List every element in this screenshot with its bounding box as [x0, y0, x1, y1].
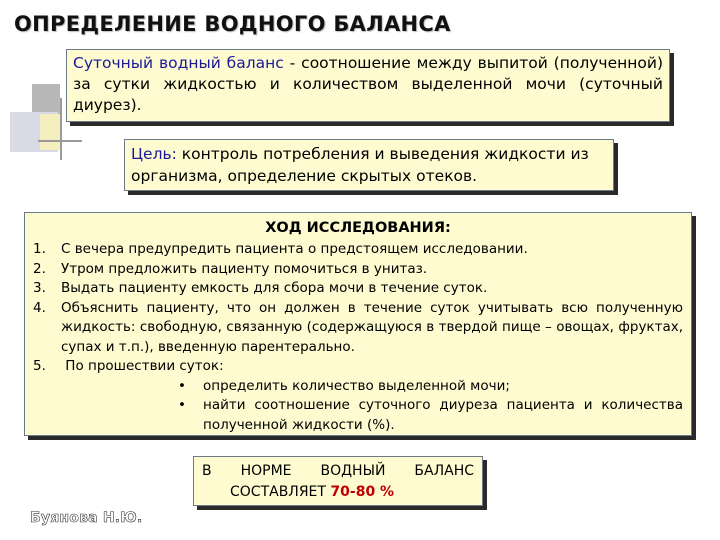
decor-line-vertical [60, 98, 62, 160]
list-item [33, 279, 683, 299]
page-title: ОПРЕДЕЛЕНИЕ ВОДНОГО БАЛАНСА [14, 12, 451, 36]
goal-term: Цель: [131, 145, 177, 163]
definition-term: Суточный водный баланс [73, 54, 284, 72]
step-number: 2. [33, 260, 46, 277]
step-text: По прошествии суток: [61, 358, 224, 374]
bullet-item [33, 396, 683, 435]
author-signature: Буянова Н.Ю. [30, 510, 143, 526]
norm-box [193, 456, 483, 506]
definition-text [73, 53, 663, 116]
step-number: 3. [33, 280, 46, 296]
norm-line-2 [202, 482, 474, 503]
list-item [33, 357, 683, 377]
goal-box [124, 139, 614, 191]
step-number: 4. [33, 299, 46, 316]
procedure-title: ХОД ИССЛЕДОВАНИЯ: [265, 220, 451, 236]
procedure-box [24, 212, 692, 436]
norm-word: ВОДНЫЙ [320, 463, 386, 479]
norm-prefix: СОСТАВЛЯЕТ [230, 484, 331, 500]
step-text: Объяснить пациенту, что он должен в течение суток учитывать всю полученную жидкость: свободную, связанную (содержащуюся в твердой пище – овощах, фруктах, супах и т.п.), введенную парентерально. [61, 299, 683, 355]
bullet-icon: • [178, 397, 186, 413]
norm-value: 70-80 % [330, 484, 395, 500]
bullet-item [33, 377, 683, 397]
norm-word: НОРМЕ [240, 463, 292, 479]
bullet-text: определить количество выделенной мочи; [203, 377, 510, 394]
step-text: Утром предложить пациенту помочиться в унитаз. [61, 260, 428, 277]
step-text: Выдать пациенту емкость для сбора мочи в течение суток. [61, 280, 488, 296]
definition-box [66, 49, 670, 122]
bullet-icon: • [178, 377, 186, 394]
definition-body: - соотношение между выпитой (полученной) за сутки жидкостью и количеством выделенной мочи (суточный диурез). [73, 54, 663, 114]
list-item [33, 260, 683, 280]
goal-text [131, 143, 607, 187]
norm-line-1 [202, 461, 474, 482]
bullet-text: найти соотношение суточного диуреза пациента и количества полученной жидкости (%). [203, 397, 683, 433]
list-item [33, 240, 683, 260]
norm-word: В [202, 463, 212, 479]
goal-body: контроль потребления и выведения жидкости из организма, определение скрытых отеков. [131, 145, 589, 185]
step-number: 5. [33, 358, 46, 374]
list-item [33, 299, 683, 358]
decor-square-yellow [40, 114, 62, 150]
step-number: 1. [33, 241, 46, 257]
step-text: С вечера предупредить пациента о предстоящем исследовании. [61, 241, 528, 257]
decor-square-gray [32, 84, 60, 114]
norm-word: БАЛАНС [414, 463, 474, 479]
